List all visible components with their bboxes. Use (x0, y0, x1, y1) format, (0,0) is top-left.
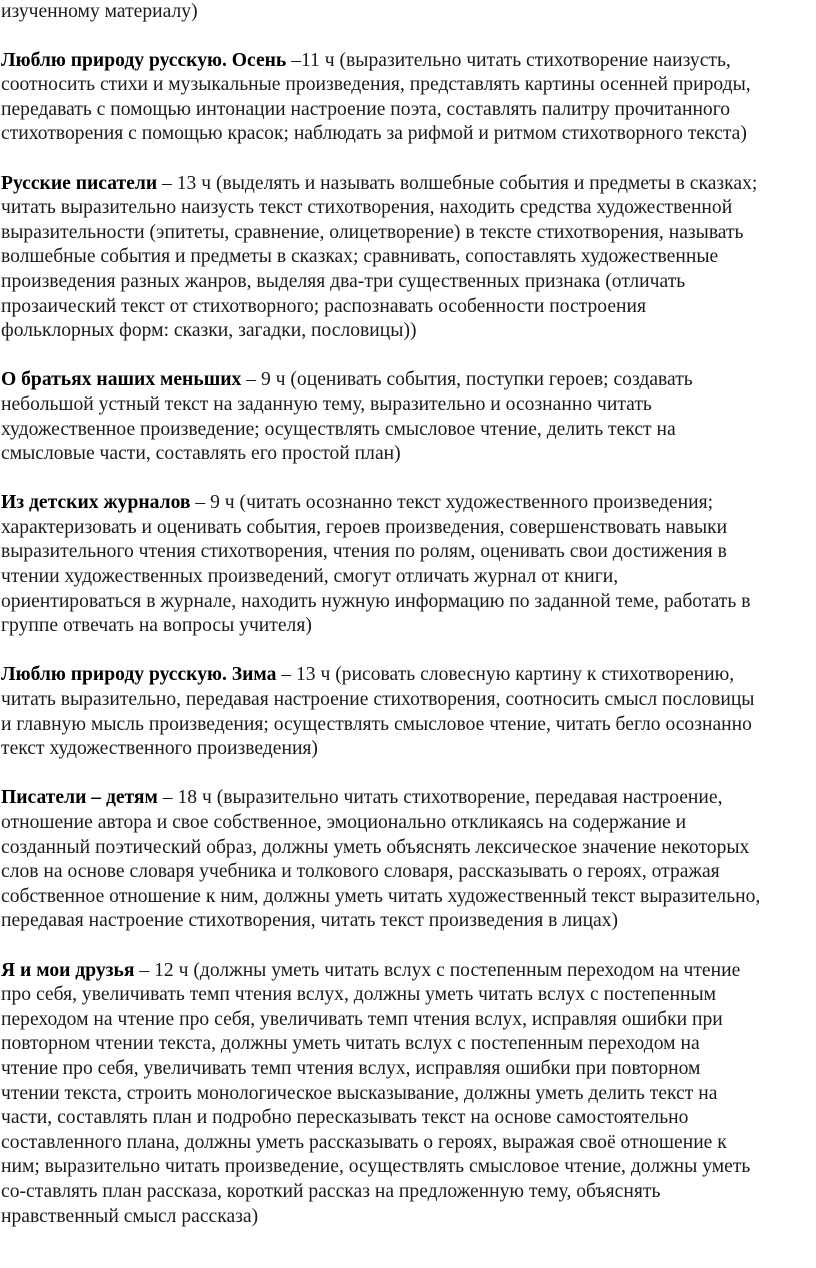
section-description: (рисовать словесную картину к стихотворению, (335, 664, 735, 686)
section-description: (выразительно читать стихотворение наизусть, (339, 49, 731, 71)
section-hours: – 9 ч (190, 492, 240, 514)
section-title: Люблю природу русскую. Осень (1, 49, 287, 71)
section-description: (оценивать события, поступки героев; создавать (290, 369, 693, 391)
section-hours: –11 ч (286, 49, 340, 71)
section-hours: – 13 ч (157, 172, 216, 194)
section-description: выразительности (эпитеты, сравнение, олицетворение) в тексте стихотворения, называть (1, 221, 744, 243)
section-line (1, 418, 816, 443)
topic-section (0, 49, 816, 147)
section-line (1, 1106, 816, 1131)
section-line (1, 491, 816, 516)
section-line (1, 319, 816, 344)
section-line (1, 1180, 816, 1205)
section-description: небольшой устный текст на заданную тему, выразительно и осознанно читать (1, 393, 652, 415)
section-line (1, 73, 816, 98)
topic-section (0, 663, 816, 761)
topic-section (0, 786, 816, 934)
section-description: (читать осознанно текст художественного произведения; (239, 492, 714, 514)
lead-fragment: изученному материалу) (1, 1, 198, 22)
topic-section (0, 368, 816, 466)
section-list (0, 49, 816, 1230)
topic-section (0, 491, 816, 639)
section-title: Я и мои друзья (1, 959, 135, 981)
section-description: отношение автора и свое собственное, эмоционально откликаясь на содержание и (1, 812, 687, 833)
section-description: составленного плана, должны уметь рассказывать о героях, выражая своё отношение к (1, 1131, 727, 1153)
section-description: смысловые части, составлять его простой план) (1, 443, 401, 465)
section-line (1, 196, 816, 221)
section-title: Писатели – детям (1, 787, 158, 809)
section-description: переходом на чтение про себя, увеличивать темп чтения вслух, исправляя ошибки при (1, 1008, 723, 1030)
section-line (1, 909, 816, 934)
section-line (1, 713, 816, 738)
section-line (1, 811, 816, 836)
section-description: выразительного чтения стихотворения, чтения по ролям, оценивать свои достижения в (1, 541, 727, 563)
section-description: прозаический текст от стихотворного; распознавать особенности построения (1, 295, 646, 317)
section-line (1, 885, 816, 910)
section-line (1, 221, 816, 246)
section-description: (выделять и называть волшебные события и предметы в сказках; (215, 172, 758, 194)
section-line (1, 1057, 816, 1082)
section-line (1, 786, 816, 811)
section-line (1, 1131, 816, 1156)
section-hours: – 18 ч (157, 787, 217, 809)
section-line (1, 368, 816, 393)
section-line (1, 442, 816, 467)
section-description: чтение про себя, увеличивать темп чтения вслух, исправляя ошибки при повторном (1, 1057, 701, 1079)
section-line (1, 1082, 816, 1107)
section-description: фольклорных форм: сказки, загадки, пословицы)) (1, 320, 417, 342)
section-description: художественное произведение; осуществлять смысловое чтение, делить текст на (1, 418, 676, 440)
section-line (1, 393, 816, 418)
section-description: и главную мысль произведения; осуществлять смысловое чтение, читать бегло осознанно (1, 713, 752, 735)
section-line (1, 983, 816, 1008)
section-line (1, 122, 816, 147)
section-description: повторном чтении текста, должны уметь читать вслух с постепенным переходом на (1, 1033, 700, 1055)
section-description: передавая настроение стихотворения, читать текст произведения в лицах) (1, 910, 619, 932)
section-line (1, 98, 816, 123)
section-description: чтении художественных произведений, смогут отличать журнал от книги, (1, 566, 619, 588)
section-description: читать выразительно, передавая настроение стихотворения, соотносить смысл пословицы (1, 689, 755, 711)
section-description: соотносить стихи и музыкальные произведения, представлять картины осенней природы, (1, 74, 751, 96)
section-line (1, 295, 816, 320)
section-line (1, 860, 816, 885)
section-description: со-ставлять план рассказа, короткий рассказ на предложенную тему, объяснять (1, 1180, 661, 1202)
section-line (1, 1155, 816, 1180)
section-line (1, 1205, 816, 1230)
topic-section (0, 172, 816, 344)
section-description: характеризовать и оценивать события, героев произведения, совершенствовать навыки (1, 516, 728, 538)
section-title: Русские писатели (1, 172, 158, 194)
section-description: ориентироваться в журнале, находить нужную информацию по заданной теме, работать в (1, 590, 751, 612)
section-line (1, 590, 816, 615)
section-description: нравственный смысл рассказа) (1, 1205, 259, 1227)
section-description: собственное отношение к ним, должны уметь читать художественный текст выразительно, (1, 885, 761, 907)
section-line (1, 270, 816, 295)
section-description: произведения разных жанров, выделяя два-три существенных признака (отличать (1, 270, 686, 292)
section-title: Из детских журналов (1, 492, 191, 514)
section-title: О братьях наших меньших (1, 369, 242, 391)
section-description: слов на основе словаря учебника и толкового словаря, рассказывать о героях, отражая (1, 861, 720, 883)
section-description: стихотворения с помощью красок; наблюдать за рифмой и ритмом стихотворного текста) (1, 123, 747, 145)
section-description: (должны уметь читать вслух с постепенным переходом на чтение (193, 959, 741, 981)
section-description: читать выразительно наизусть текст стихотворения, находить средства художественной (1, 197, 733, 219)
section-hours: – 13 ч (276, 664, 336, 686)
section-line (1, 614, 816, 639)
section-description: (выразительно читать стихотворение, передавая настроение, (216, 787, 723, 809)
section-line (1, 688, 816, 713)
section-line (1, 172, 816, 197)
section-hours: – 9 ч (241, 369, 291, 391)
section-line (1, 663, 816, 688)
section-description: группе отвечать на вопросы учителя) (1, 615, 312, 637)
section-description: про себя, увеличивать темп чтения вслух, должны уметь читать вслух с постепенным (1, 984, 717, 1006)
section-line (1, 565, 816, 590)
section-line (1, 516, 816, 541)
topic-section (0, 959, 816, 1230)
section-description: текст художественного произведения) (1, 738, 318, 760)
section-line (1, 245, 816, 270)
section-line (1, 737, 816, 762)
section-description: передавать с помощью интонации настроение поэта, составлять палитру прочитанного (1, 98, 731, 120)
section-description: части, составлять план и подробно пересказывать текст на основе самостоятельно (1, 1107, 689, 1129)
section-description: чтении текста, строить монологическое высказывание, должны уметь делить текст на (1, 1082, 718, 1104)
section-line (1, 1008, 816, 1033)
section-line (1, 540, 816, 565)
section-description: созданный поэтический образ, должны уметь объяснять лексическое значение некоторых (1, 836, 750, 858)
section-line (1, 1032, 816, 1057)
section-description: волшебные события и предметы в сказках; сравнивать, сопоставлять художественные (1, 246, 719, 268)
section-hours: – 12 ч (134, 959, 194, 981)
section-line (1, 49, 816, 74)
section-line (1, 959, 816, 984)
section-description: ним; выразительно читать произведение, осуществлять смысловое чтение, должны уметь (1, 1156, 751, 1178)
section-title: Люблю природу русскую. Зима (1, 664, 277, 686)
section-line (1, 836, 816, 861)
